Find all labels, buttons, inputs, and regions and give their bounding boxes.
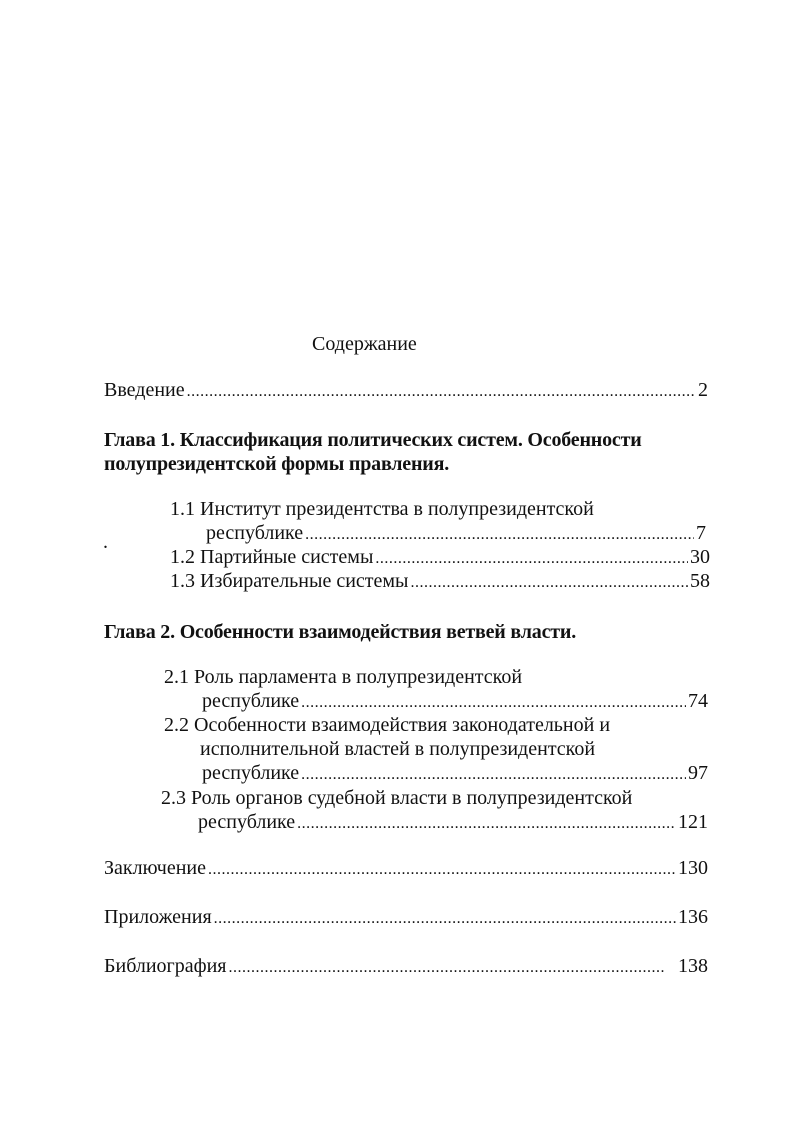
toc-label: 1.2 Партийные системы bbox=[170, 546, 374, 568]
toc-page-number: 30 bbox=[690, 546, 710, 568]
leader-dots bbox=[411, 571, 689, 595]
toc-page-number: 74 bbox=[688, 690, 708, 712]
toc-entry-1-1[interactable] bbox=[206, 521, 706, 547]
leader-dots bbox=[305, 523, 694, 547]
leader-dots bbox=[301, 691, 686, 715]
toc-label: 1.3 Избирательные системы bbox=[170, 570, 409, 592]
leader-dots bbox=[208, 858, 676, 882]
toc-page-number: 7 bbox=[696, 522, 706, 544]
toc-entry-2-3-line1[interactable]: 2.3 Роль органов судебной власти в полупрезидентской bbox=[161, 787, 633, 809]
toc-label: Введение bbox=[104, 379, 185, 401]
toc-page-number: 97 bbox=[688, 762, 708, 784]
toc-entry-2-1[interactable] bbox=[202, 689, 708, 715]
toc-label: республике bbox=[198, 811, 296, 833]
toc-entry-1-3[interactable] bbox=[170, 569, 710, 595]
toc-page-number: 130 bbox=[678, 857, 708, 879]
toc-page-number: 58 bbox=[690, 570, 710, 592]
toc-entry-2-1-line1[interactable]: 2.1 Роль парламента в полупрезидентской bbox=[164, 666, 523, 688]
leader-dots bbox=[301, 763, 686, 787]
toc-page-number: 2 bbox=[698, 379, 708, 401]
toc-entry-2-3[interactable] bbox=[198, 810, 708, 836]
stray-mark: . bbox=[103, 531, 108, 553]
toc-page-number: 136 bbox=[678, 906, 708, 928]
leader-dots bbox=[375, 547, 688, 571]
chapter2-heading[interactable]: Глава 2. Особенности взаимодействия ветвей власти. bbox=[104, 621, 577, 643]
toc-label: Приложения bbox=[104, 906, 212, 928]
leader-dots bbox=[187, 380, 696, 404]
toc-entry-appendix[interactable] bbox=[104, 905, 708, 931]
toc-entry-2-2[interactable] bbox=[202, 761, 708, 787]
leader-dots bbox=[229, 956, 665, 980]
chapter1-heading-line1[interactable]: Глава 1. Классификация политических систем. Особенности bbox=[104, 429, 642, 451]
toc-label: Заключение bbox=[104, 857, 206, 879]
toc-page-number: 121 bbox=[678, 811, 708, 833]
chapter1-heading-line2[interactable]: полупрезидентской формы правления. bbox=[104, 453, 450, 475]
leader-dots bbox=[214, 907, 676, 931]
toc-entry-1-2[interactable] bbox=[170, 545, 710, 571]
toc-label: республике bbox=[202, 762, 300, 784]
page-title: Содержание bbox=[312, 333, 417, 355]
toc-entry-1-1-line1[interactable]: 1.1 Институт президентства в полупрезидентской bbox=[170, 498, 594, 520]
toc-entry-conclusion[interactable] bbox=[104, 856, 708, 882]
toc-page-number: 138 bbox=[678, 955, 708, 977]
toc-entry-2-2-line2[interactable]: исполнительной властей в полупрезидентской bbox=[200, 738, 596, 760]
toc-entry-intro[interactable] bbox=[104, 378, 708, 404]
leader-dots bbox=[297, 812, 676, 836]
toc-label: республике bbox=[202, 690, 300, 712]
toc-label: Библиография bbox=[104, 955, 227, 977]
toc-label: республике bbox=[206, 522, 304, 544]
toc-entry-bibliography[interactable] bbox=[104, 954, 708, 980]
toc-entry-2-2-line1[interactable]: 2.2 Особенности взаимодействия законодательной и bbox=[164, 714, 611, 736]
